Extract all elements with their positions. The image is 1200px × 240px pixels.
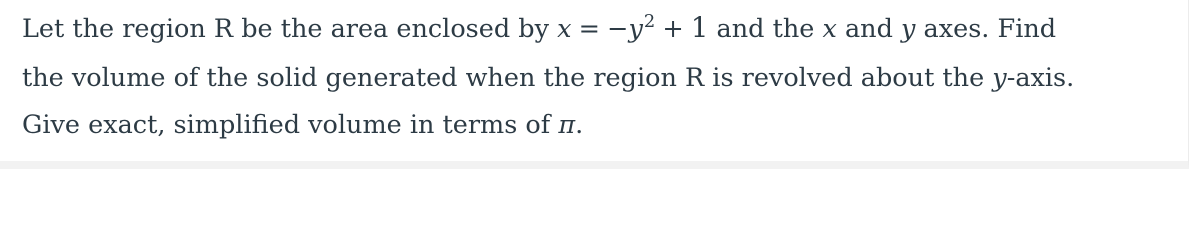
question-line-3: [22, 102, 1182, 149]
text-segment: Give exact, simplified volume in terms of: [22, 110, 559, 140]
question-line-2: [22, 55, 1182, 102]
text-segment: and the: [708, 14, 823, 44]
math-equals: =: [578, 14, 601, 44]
math-exponent: 2: [643, 11, 656, 33]
math-variable-y: y: [901, 14, 916, 44]
question-line-1: [22, 0, 1182, 55]
math-symbol-pi: π: [558, 110, 576, 140]
math-variable-x: x: [822, 14, 837, 44]
math-plus: +: [662, 14, 684, 44]
text-segment: Let the region R be the area enclosed by: [22, 14, 558, 44]
text-segment: -axis.: [1006, 63, 1075, 93]
math-number-one: 1: [690, 12, 709, 44]
text-segment: and: [836, 14, 902, 44]
math-variable-y: y: [628, 14, 643, 44]
text-segment: the volume of the solid generated when the region R is revolved about the: [22, 63, 993, 93]
math-minus: −: [607, 14, 629, 44]
math-variable-x: x: [557, 14, 572, 44]
question-text: [22, 0, 1182, 149]
text-segment: .: [575, 110, 584, 140]
text-segment: axes. Find: [915, 14, 1057, 44]
math-variable-y: y: [992, 63, 1007, 93]
